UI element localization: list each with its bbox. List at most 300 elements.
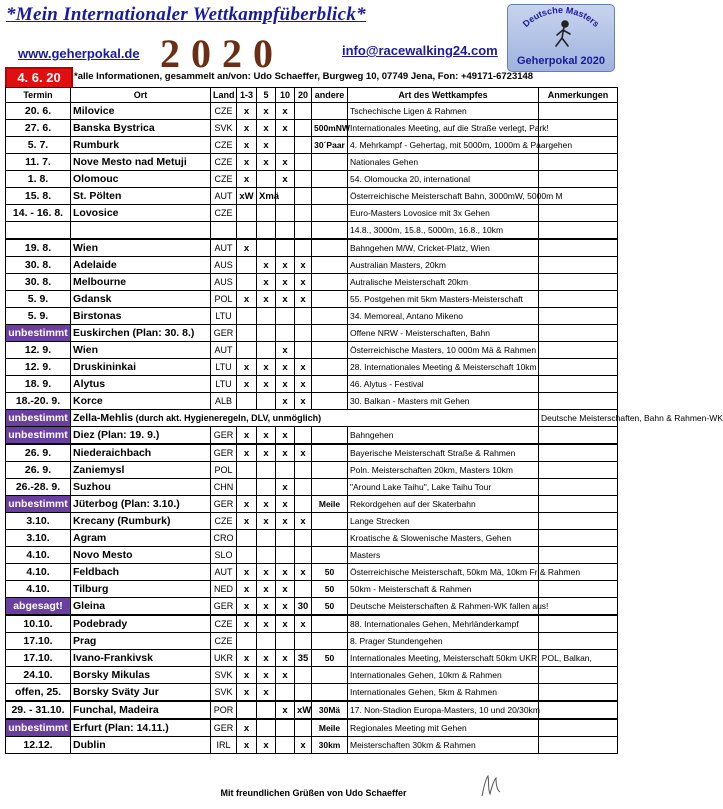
other-distance-cell: 500mNW: [312, 120, 348, 137]
event-type-cell: Regionales Meeting mit Gehen: [348, 719, 539, 737]
distance-cell: [257, 633, 276, 650]
distance-cell: x: [257, 598, 276, 616]
location-cell: Borsky Sväty Jur: [71, 684, 211, 702]
notes-cell: [539, 427, 618, 445]
distance-cell: [237, 393, 257, 410]
distance-cell: [237, 547, 257, 564]
location-cell: Banska Bystrica: [71, 120, 211, 137]
notes-cell: [539, 171, 618, 188]
distance-cell: x: [237, 650, 257, 667]
website-link[interactable]: www.geherpokal.de: [18, 46, 140, 61]
distance-cell: x: [237, 564, 257, 581]
country-cell: AUS: [211, 274, 237, 291]
table-row: [6, 257, 618, 274]
location-cell: Birstonas: [71, 308, 211, 325]
distance-cell: x: [237, 684, 257, 702]
distance-cell: [276, 530, 295, 547]
location-cell: Ivano-Frankivsk: [71, 650, 211, 667]
distance-cell: xW: [295, 701, 312, 719]
table-row: [6, 615, 618, 633]
distance-cell: [257, 342, 276, 359]
distance-cell: x: [237, 581, 257, 598]
notes-cell: [539, 737, 618, 754]
table-row: [6, 650, 618, 667]
table-row: [6, 633, 618, 650]
country-cell: LTU: [211, 376, 237, 393]
distance-cell: 30: [295, 598, 312, 616]
location-name: Zella-Mehlis: [73, 412, 134, 424]
date-cell: 30. 8.: [6, 274, 71, 291]
other-distance-cell: 50: [312, 650, 348, 667]
table-row: [6, 239, 618, 257]
other-distance-cell: Meile: [312, 496, 348, 513]
country-cell: CZE: [211, 171, 237, 188]
email-link[interactable]: info@racewalking24.com: [342, 43, 498, 58]
notes-cell: [539, 257, 618, 274]
other-distance-cell: [312, 359, 348, 376]
year-heading: 2020: [160, 31, 284, 76]
event-type-cell: Österreichische Masters, 10 000m Mä & Rahmen: [348, 342, 539, 359]
other-distance-cell: [312, 530, 348, 547]
other-distance-cell: [312, 615, 348, 633]
distance-cell: x: [276, 103, 295, 120]
column-header: Art des Wettkampfes: [348, 88, 539, 103]
date-cell: 5. 7.: [6, 137, 71, 154]
table-row: [6, 103, 618, 120]
event-type-cell: 17. Non-Stadion Europa-Masters, 10 und 20/30km: [348, 701, 539, 719]
other-distance-cell: [312, 684, 348, 702]
location-cell: Funchal, Madeira: [71, 701, 211, 719]
distance-cell: x: [295, 376, 312, 393]
location-cell: Krecany (Rumburk): [71, 513, 211, 530]
country-cell: POR: [211, 701, 237, 719]
location-cell: Feldbach: [71, 564, 211, 581]
date-cell: 14. - 16. 8.: [6, 205, 71, 222]
event-type-cell: Internationales Gehen, 5km & Rahmen: [348, 684, 539, 702]
distance-cell: x: [257, 737, 276, 754]
event-type-cell: Bahngehen: [348, 427, 539, 445]
table-row: [6, 188, 618, 205]
other-distance-cell: [312, 274, 348, 291]
distance-cell: [237, 479, 257, 496]
distance-cell: [295, 308, 312, 325]
event-type-cell: Nationales Gehen: [348, 154, 539, 171]
date-cell: unbestimmt: [6, 410, 71, 427]
notes-cell: [539, 376, 618, 393]
table-row: [6, 719, 618, 737]
notes-cell: [539, 120, 618, 137]
distance-cell: x: [237, 598, 257, 616]
distance-cell: x: [295, 564, 312, 581]
table-row: [6, 222, 618, 240]
column-header: Termin: [6, 88, 71, 103]
country-cell: GER: [211, 444, 237, 462]
date-cell: 3.10.: [6, 513, 71, 530]
distance-cell: x: [257, 103, 276, 120]
location-cell: Adelaide: [71, 257, 211, 274]
country-cell: UKR: [211, 650, 237, 667]
distance-cell: Xmä: [257, 188, 276, 205]
event-type-cell: 34. Memoreal, Antano Mikeno: [348, 308, 539, 325]
other-distance-cell: [312, 308, 348, 325]
other-distance-cell: [312, 154, 348, 171]
distance-cell: [237, 462, 257, 479]
distance-cell: [295, 154, 312, 171]
column-header: 20: [295, 88, 312, 103]
distance-cell: [257, 308, 276, 325]
location-cell: Borsky Mikulas: [71, 667, 211, 684]
distance-cell: x: [276, 701, 295, 719]
distance-cell: x: [276, 171, 295, 188]
date-cell: abgesagt!: [6, 598, 71, 616]
country-cell: CZE: [211, 103, 237, 120]
distance-cell: x: [237, 496, 257, 513]
location-cell: Milovice: [71, 103, 211, 120]
other-distance-cell: [312, 171, 348, 188]
location-cell: Novo Mesto: [71, 547, 211, 564]
distance-cell: x: [295, 615, 312, 633]
distance-cell: [276, 205, 295, 222]
location-cell: Diez (Plan: 19. 9.): [71, 427, 211, 445]
date-cell: 5. 9.: [6, 291, 71, 308]
table-row: [6, 598, 618, 616]
date-cell: 4.10.: [6, 564, 71, 581]
distance-cell: [276, 684, 295, 702]
distance-cell: x: [276, 444, 295, 462]
distance-cell: x: [237, 667, 257, 684]
table-row: [6, 359, 618, 376]
distance-cell: x: [276, 257, 295, 274]
location-cell: Melbourne: [71, 274, 211, 291]
table-row: [6, 496, 618, 513]
country-cell: GER: [211, 427, 237, 445]
table-row: [6, 291, 618, 308]
column-header: 1-3: [237, 88, 257, 103]
distance-cell: [276, 633, 295, 650]
country-cell: CZE: [211, 513, 237, 530]
country-cell: GER: [211, 325, 237, 342]
other-distance-cell: [312, 393, 348, 410]
distance-cell: [257, 205, 276, 222]
logo-arc-text: Deutsche Masters: [520, 5, 602, 29]
info-line: *alle Informationen, gesammelt an/von: Udo Schaeffer, Burgweg 10, 07749 Jena, Fon: +49171-6723148: [74, 71, 534, 82]
event-type-cell: Österreichische Meisterschaft, 50km Mä, 10km Fr & Rahmen: [348, 564, 539, 581]
distance-cell: x: [257, 137, 276, 154]
distance-cell: [237, 701, 257, 719]
event-type-cell: Internationales Gehen, 10km & Rahmen: [348, 667, 539, 684]
country-cell: IRL: [211, 737, 237, 754]
distance-cell: [295, 667, 312, 684]
distance-cell: [257, 239, 276, 257]
notes-cell: [539, 615, 618, 633]
distance-cell: [295, 239, 312, 257]
location-cell: Prag: [71, 633, 211, 650]
notes-cell: [539, 342, 618, 359]
other-distance-cell: [312, 513, 348, 530]
location-cell: Dublin: [71, 737, 211, 754]
table-row: [6, 581, 618, 598]
distance-cell: [257, 462, 276, 479]
distance-cell: [276, 222, 295, 240]
notes-cell: [539, 308, 618, 325]
other-distance-cell: Meile: [312, 719, 348, 737]
distance-cell: x: [295, 737, 312, 754]
event-type-cell: Rekordgehen auf der Skaterbahn: [348, 496, 539, 513]
date-cell: 1. 8.: [6, 171, 71, 188]
notes-cell: [539, 154, 618, 171]
distance-cell: [237, 257, 257, 274]
notes-cell: [539, 393, 618, 410]
table-row: [6, 444, 618, 462]
other-distance-cell: [312, 103, 348, 120]
distance-cell: x: [276, 376, 295, 393]
distance-cell: x: [276, 581, 295, 598]
distance-cell: [295, 325, 312, 342]
column-header: 5: [257, 88, 276, 103]
distance-cell: x: [276, 667, 295, 684]
distance-cell: x: [276, 274, 295, 291]
distance-cell: [276, 737, 295, 754]
location-cell: Zaniemysl: [71, 462, 211, 479]
table-row: [6, 137, 618, 154]
distance-cell: x: [276, 359, 295, 376]
country-cell: POL: [211, 291, 237, 308]
distance-cell: [295, 188, 312, 205]
event-type-cell: Bayerische Meisterschaft Straße & Rahmen: [348, 444, 539, 462]
date-cell: 5. 9.: [6, 308, 71, 325]
distance-cell: [295, 530, 312, 547]
distance-cell: x: [295, 257, 312, 274]
other-distance-cell: 30Mä: [312, 701, 348, 719]
location-cell: Niederaichbach: [71, 444, 211, 462]
distance-cell: x: [257, 120, 276, 137]
notes-cell: [539, 205, 618, 222]
other-distance-cell: 50: [312, 581, 348, 598]
date-cell: 12. 9.: [6, 359, 71, 376]
distance-cell: x: [257, 376, 276, 393]
country-cell: CZE: [211, 633, 237, 650]
country-cell: GER: [211, 496, 237, 513]
country-cell: LTU: [211, 308, 237, 325]
distance-cell: x: [237, 444, 257, 462]
date-cell: 29. - 31.10.: [6, 701, 71, 719]
other-distance-cell: 30´Paar: [312, 137, 348, 154]
distance-cell: [295, 222, 312, 240]
other-distance-cell: [312, 205, 348, 222]
distance-cell: x: [257, 684, 276, 702]
distance-cell: x: [276, 342, 295, 359]
other-distance-cell: [312, 222, 348, 240]
distance-cell: x: [257, 274, 276, 291]
distance-cell: xW: [237, 188, 257, 205]
distance-cell: [237, 633, 257, 650]
distance-cell: x: [257, 650, 276, 667]
country-cell: NED: [211, 581, 237, 598]
distance-cell: [295, 342, 312, 359]
other-distance-cell: [312, 479, 348, 496]
notes-cell: [539, 719, 618, 737]
table-row: [6, 701, 618, 719]
event-type-cell: Österreichische Meisterschaft Bahn, 3000mW, 5000m M: [348, 188, 539, 205]
distance-cell: x: [237, 103, 257, 120]
event-type-cell: Lange Strecken: [348, 513, 539, 530]
event-type-cell: 88. Internationales Gehen, Mehrländerkampf: [348, 615, 539, 633]
distance-cell: [237, 205, 257, 222]
distance-cell: x: [295, 291, 312, 308]
table-row: [6, 325, 618, 342]
date-badge: 4. 6. 20: [5, 67, 73, 89]
distance-cell: x: [276, 427, 295, 445]
location-cell: St. Pölten: [71, 188, 211, 205]
date-cell: 26. 9.: [6, 462, 71, 479]
table-row: [6, 410, 618, 427]
location-cell: Wien: [71, 239, 211, 257]
distance-cell: x: [295, 513, 312, 530]
distance-cell: [237, 274, 257, 291]
date-cell: [6, 222, 71, 240]
location-cell: [71, 410, 539, 427]
table-row: [6, 564, 618, 581]
notes-cell: [539, 701, 618, 719]
distance-cell: [295, 462, 312, 479]
country-cell: LTU: [211, 359, 237, 376]
distance-cell: x: [257, 667, 276, 684]
notes-cell: [539, 684, 618, 702]
event-type-cell: Tschechische Ligen & Rahmen: [348, 103, 539, 120]
country-cell: AUS: [211, 257, 237, 274]
other-distance-cell: 50: [312, 598, 348, 616]
date-cell: 19. 8.: [6, 239, 71, 257]
table-row: [6, 154, 618, 171]
country-cell: CZE: [211, 137, 237, 154]
competition-table: [5, 87, 723, 754]
event-type-cell: Internationales Meeting, auf die Straße verlegt, Park!: [348, 120, 539, 137]
distance-cell: [257, 325, 276, 342]
table-row: [6, 308, 618, 325]
distance-cell: x: [276, 154, 295, 171]
date-cell: 18. 9.: [6, 376, 71, 393]
distance-cell: x: [237, 737, 257, 754]
distance-cell: x: [276, 393, 295, 410]
location-cell: Euskirchen (Plan: 30. 8.): [71, 325, 211, 342]
country-cell: GER: [211, 598, 237, 616]
event-type-cell: Euro-Masters Lovosice mit 3x Gehen: [348, 205, 539, 222]
distance-cell: [237, 325, 257, 342]
distance-cell: [257, 701, 276, 719]
distance-cell: x: [276, 291, 295, 308]
table-row: [6, 393, 618, 410]
distance-cell: x: [257, 615, 276, 633]
location-note: (durch akt. Hygieneregeln, DLV, unmöglich): [133, 413, 322, 423]
distance-cell: 35: [295, 650, 312, 667]
distance-cell: [276, 325, 295, 342]
event-type-cell: Offene NRW - Meisterschaften, Bahn: [348, 325, 539, 342]
date-cell: unbestimmt: [6, 719, 71, 737]
distance-cell: x: [295, 274, 312, 291]
location-cell: Wien: [71, 342, 211, 359]
distance-cell: x: [276, 496, 295, 513]
date-cell: unbestimmt: [6, 427, 71, 445]
date-cell: 10.10.: [6, 615, 71, 633]
date-cell: 15. 8.: [6, 188, 71, 205]
distance-cell: x: [295, 393, 312, 410]
other-distance-cell: [312, 633, 348, 650]
notes-cell: [539, 667, 618, 684]
distance-cell: [276, 547, 295, 564]
date-cell: 12.12.: [6, 737, 71, 754]
distance-cell: [237, 342, 257, 359]
date-cell: 3.10.: [6, 530, 71, 547]
event-type-cell: Meisterschaften 30km & Rahmen: [348, 737, 539, 754]
distance-cell: x: [276, 120, 295, 137]
logo-name: Geherpokal 2020: [516, 55, 606, 67]
distance-cell: [276, 239, 295, 257]
other-distance-cell: [312, 325, 348, 342]
location-cell: Alytus: [71, 376, 211, 393]
other-distance-cell: [312, 376, 348, 393]
distance-cell: x: [257, 291, 276, 308]
distance-cell: [295, 205, 312, 222]
country-cell: CZE: [211, 205, 237, 222]
table-row: [6, 427, 618, 445]
distance-cell: [295, 684, 312, 702]
footer-greeting: Mit freundlichen Grüßen von Udo Schaeffer: [220, 788, 407, 798]
table-row: [6, 462, 618, 479]
distance-cell: x: [276, 650, 295, 667]
location-cell: Olomouc: [71, 171, 211, 188]
distance-cell: x: [237, 376, 257, 393]
notes-cell: [539, 598, 618, 616]
distance-cell: x: [257, 581, 276, 598]
distance-cell: [276, 462, 295, 479]
table-row: [6, 274, 618, 291]
distance-cell: x: [276, 598, 295, 616]
country-cell: SVK: [211, 684, 237, 702]
country-cell: POL: [211, 462, 237, 479]
date-cell: 26. 9.: [6, 444, 71, 462]
table-row: [6, 667, 618, 684]
location-cell: Rumburk: [71, 137, 211, 154]
country-cell: SVK: [211, 120, 237, 137]
location-cell: Agram: [71, 530, 211, 547]
distance-cell: [237, 222, 257, 240]
other-distance-cell: [312, 291, 348, 308]
date-cell: unbestimmt: [6, 496, 71, 513]
distance-cell: x: [237, 513, 257, 530]
event-type-cell: 55. Postgehen mit 5km Masters-Meisterschaft: [348, 291, 539, 308]
notes-cell: [539, 513, 618, 530]
distance-cell: [295, 171, 312, 188]
distance-cell: x: [276, 479, 295, 496]
table-row: [6, 547, 618, 564]
distance-cell: [295, 479, 312, 496]
notes-cell: [539, 633, 618, 650]
notes-cell: [539, 239, 618, 257]
date-cell: 17.10.: [6, 650, 71, 667]
distance-cell: x: [257, 154, 276, 171]
other-distance-cell: [312, 342, 348, 359]
table-row: [6, 530, 618, 547]
other-distance-cell: [312, 427, 348, 445]
location-cell: Tilburg: [71, 581, 211, 598]
distance-cell: [295, 547, 312, 564]
event-type-cell: Deutsche Meisterschaften, Bahn & Rahmen-WK: [539, 410, 618, 427]
notes-cell: [539, 496, 618, 513]
distance-cell: x: [257, 564, 276, 581]
notes-cell: [539, 444, 618, 462]
location-cell: Lovosice: [71, 205, 211, 222]
distance-cell: x: [257, 496, 276, 513]
